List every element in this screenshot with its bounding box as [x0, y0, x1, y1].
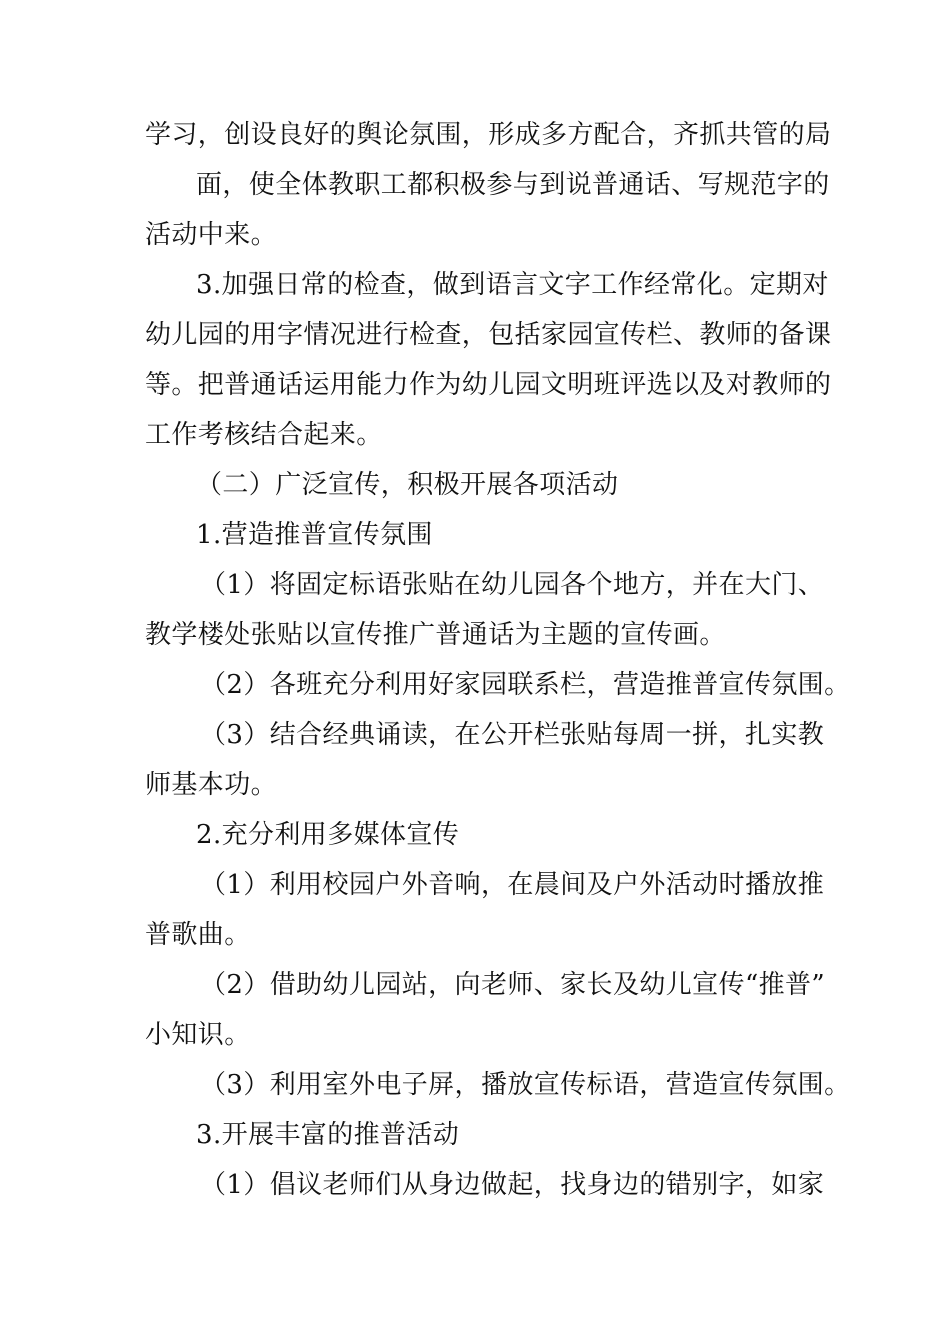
text-line-7: 工作考核结合起来。 — [145, 420, 383, 450]
text-line-3: 活动中来。 — [145, 220, 278, 250]
text-line-22: （1）倡议老师们从身边做起，找身边的错别字，如家 — [200, 1170, 825, 1200]
text-line-10: （1）将固定标语张贴在幼儿园各个地方，并在大门、 — [200, 570, 825, 600]
text-line-14: 师基本功。 — [145, 770, 278, 800]
text-line-11: 教学楼处张贴以宣传推广普通话为主题的宣传画。 — [145, 620, 726, 650]
subheading-3: 3.开展丰富的推普活动 — [196, 1120, 460, 1150]
text-line-2: 面，使全体教职工都积极参与到说普通话、写规范字的 — [196, 170, 830, 200]
text-line-5: 幼儿园的用字情况进行检查，包括家园宣传栏、教师的备课 — [145, 320, 832, 350]
text-line-13: （3）结合经典诵读，在公开栏张贴每周一拼，扎实教 — [200, 720, 825, 750]
section-heading: （二）广泛宣传，积极开展各项活动 — [196, 470, 619, 500]
text-line-1: 学习，创设良好的舆论氛围，形成多方配合，齐抓共管的局 — [145, 120, 832, 150]
text-line-20: （3）利用室外电子屏，播放宣传标语，营造宣传氛围。 — [200, 1070, 851, 1100]
text-line-17: 普歌曲。 — [145, 920, 251, 950]
text-line-12: （2）各班充分利用好家园联系栏，营造推普宣传氛围。 — [200, 670, 851, 700]
subheading-1: 1.营造推普宣传氛围 — [196, 520, 433, 550]
text-line-19: 小知识。 — [145, 1020, 251, 1050]
text-line-4: 3.加强日常的检查，做到语言文字工作经常化。定期对 — [196, 270, 829, 300]
text-line-6: 等。把普通话运用能力作为幼儿园文明班评选以及对教师的 — [145, 370, 832, 400]
text-line-18: （2）借助幼儿园站，向老师、家长及幼儿宣传“推普” — [200, 970, 826, 1000]
text-line-16: （1）利用校园户外音响，在晨间及户外活动时播放推 — [200, 870, 825, 900]
subheading-2: 2.充分利用多媒体宣传 — [196, 820, 460, 850]
